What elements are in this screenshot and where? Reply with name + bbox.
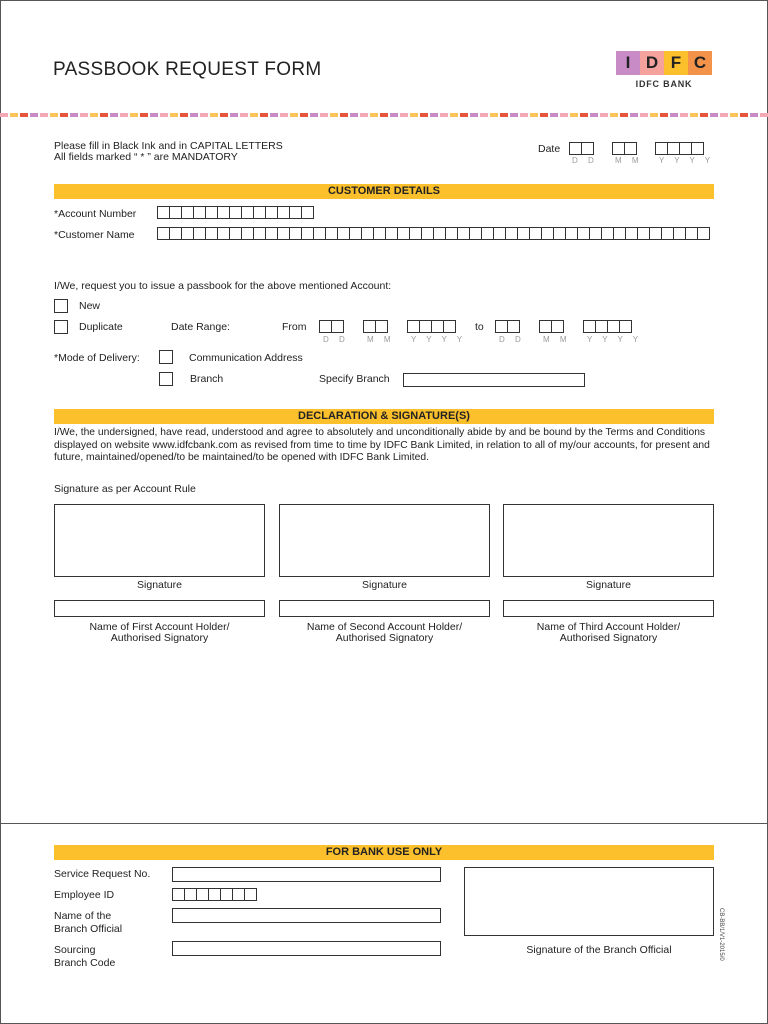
second-holder-label: Name of Second Account Holder/ bbox=[306, 621, 463, 633]
date-mm-hint: M M bbox=[615, 156, 643, 165]
date-dd-hint: D D bbox=[572, 156, 598, 165]
from-mm-hint: M M bbox=[367, 335, 395, 344]
third-holder-name-field[interactable] bbox=[503, 600, 714, 617]
instruction-line-1: Please fill in Black Ink and in CAPITAL LETTERS bbox=[54, 140, 283, 152]
signature-rule-label: Signature as per Account Rule bbox=[54, 483, 196, 495]
mode-of-delivery-label: *Mode of Delivery: bbox=[54, 352, 140, 364]
date-day-boxes[interactable] bbox=[569, 142, 593, 155]
customer-details-header: CUSTOMER DETAILS bbox=[54, 184, 714, 199]
from-dd-hint: D D bbox=[323, 335, 349, 344]
sourcing-label-2: Branch Code bbox=[54, 957, 116, 969]
from-label: From bbox=[282, 321, 307, 333]
customer-name-label: *Customer Name bbox=[54, 229, 135, 241]
request-text: I/We, request you to issue a passbook for the above mentioned Account: bbox=[54, 280, 392, 292]
duplicate-label: Duplicate bbox=[79, 321, 123, 333]
first-holder-authorised-label: Authorised Signatory bbox=[110, 632, 209, 644]
account-number-label: *Account Number bbox=[54, 208, 137, 220]
branch-official-label-1: Name of the bbox=[54, 910, 112, 922]
logo-bank-name: IDFC BANK bbox=[635, 79, 693, 89]
to-day-boxes[interactable] bbox=[495, 320, 519, 333]
date-year-boxes[interactable] bbox=[655, 142, 703, 155]
to-month-boxes[interactable] bbox=[539, 320, 563, 333]
new-label: New bbox=[79, 300, 101, 312]
communication-address-checkbox[interactable] bbox=[159, 350, 173, 364]
logo-letter-f: F bbox=[664, 51, 688, 75]
char-box[interactable] bbox=[697, 227, 710, 240]
signature-box-1[interactable] bbox=[54, 504, 265, 577]
signature-box-3[interactable] bbox=[503, 504, 714, 577]
employee-id-boxes[interactable] bbox=[172, 888, 256, 901]
second-holder-name-field[interactable] bbox=[279, 600, 490, 617]
to-dd-hint: D D bbox=[499, 335, 525, 344]
bank-use-header: FOR BANK USE ONLY bbox=[54, 845, 714, 860]
new-checkbox[interactable] bbox=[54, 299, 68, 313]
decorative-dashed-line bbox=[0, 113, 768, 117]
third-holder-authorised-label: Authorised Signatory bbox=[559, 632, 658, 644]
to-label: to bbox=[475, 321, 484, 333]
sourcing-branch-code-field[interactable] bbox=[172, 941, 441, 956]
from-day-boxes[interactable] bbox=[319, 320, 343, 333]
first-holder-name-field[interactable] bbox=[54, 600, 265, 617]
bank-logo bbox=[614, 51, 714, 91]
branch-official-signature-box[interactable] bbox=[464, 867, 714, 936]
third-holder-label: Name of Third Account Holder/ bbox=[536, 621, 681, 633]
branch-checkbox[interactable] bbox=[159, 372, 173, 386]
instruction-line-2: All fields marked “ * ” are MANDATORY bbox=[54, 151, 238, 163]
branch-official-signature-label: Signature of the Branch Official bbox=[526, 944, 672, 956]
branch-official-label-2: Branch Official bbox=[54, 923, 123, 935]
char-box[interactable] bbox=[301, 206, 314, 219]
branch-official-name-field[interactable] bbox=[172, 908, 441, 923]
employee-id-label: Employee ID bbox=[54, 889, 115, 901]
form-code: CB-BB/1/V1-2015/0 bbox=[718, 908, 724, 961]
service-request-label: Service Request No. bbox=[54, 868, 151, 880]
date-label: Date bbox=[538, 143, 561, 155]
to-mm-hint: M M bbox=[543, 335, 571, 344]
from-month-boxes[interactable] bbox=[363, 320, 387, 333]
first-holder-label: Name of First Account Holder/ bbox=[89, 621, 230, 633]
signature-label-1: Signature bbox=[137, 579, 182, 591]
section-divider bbox=[0, 823, 768, 824]
from-year-boxes[interactable] bbox=[407, 320, 455, 333]
date-yyyy-hint: Y Y Y Y bbox=[659, 156, 715, 165]
to-year-boxes[interactable] bbox=[583, 320, 631, 333]
customer-name-boxes[interactable] bbox=[157, 227, 709, 240]
signature-label-2: Signature bbox=[362, 579, 407, 591]
second-holder-authorised-label: Authorised Signatory bbox=[335, 632, 434, 644]
service-request-field[interactable] bbox=[172, 867, 441, 882]
account-number-boxes[interactable] bbox=[157, 206, 313, 219]
duplicate-checkbox[interactable] bbox=[54, 320, 68, 334]
communication-address-label: Communication Address bbox=[189, 352, 303, 364]
to-yyyy-hint: Y Y Y Y bbox=[587, 335, 643, 344]
form-title: PASSBOOK REQUEST FORM bbox=[53, 59, 322, 80]
from-yyyy-hint: Y Y Y Y bbox=[411, 335, 467, 344]
signature-label-3: Signature bbox=[586, 579, 631, 591]
specify-branch-label: Specify Branch bbox=[319, 373, 390, 385]
specify-branch-field[interactable] bbox=[403, 373, 585, 387]
date-range-label: Date Range: bbox=[171, 321, 230, 333]
declaration-header: DECLARATION & SIGNATURE(S) bbox=[54, 409, 714, 424]
logo-letter-d: D bbox=[640, 51, 664, 75]
sourcing-label-1: Sourcing bbox=[54, 944, 96, 956]
signature-box-2[interactable] bbox=[279, 504, 490, 577]
date-month-boxes[interactable] bbox=[612, 142, 636, 155]
logo-letter-i: I bbox=[616, 51, 640, 75]
branch-label: Branch bbox=[190, 373, 224, 385]
char-box[interactable] bbox=[244, 888, 257, 901]
logo-letter-c: C bbox=[688, 51, 712, 75]
declaration-text: I/We, the undersigned, have read, understood and agree to absolutely and unconditionally abide by and be bound by the Terms and Conditions displayed on website www.idfcbank.com as revised from time to time by IDFC Bank Limited, in relation to all of my/our accounts, for present and future, maintained/opened/to be maintained/to be opened with IDFC Bank Limited. bbox=[54, 427, 710, 464]
